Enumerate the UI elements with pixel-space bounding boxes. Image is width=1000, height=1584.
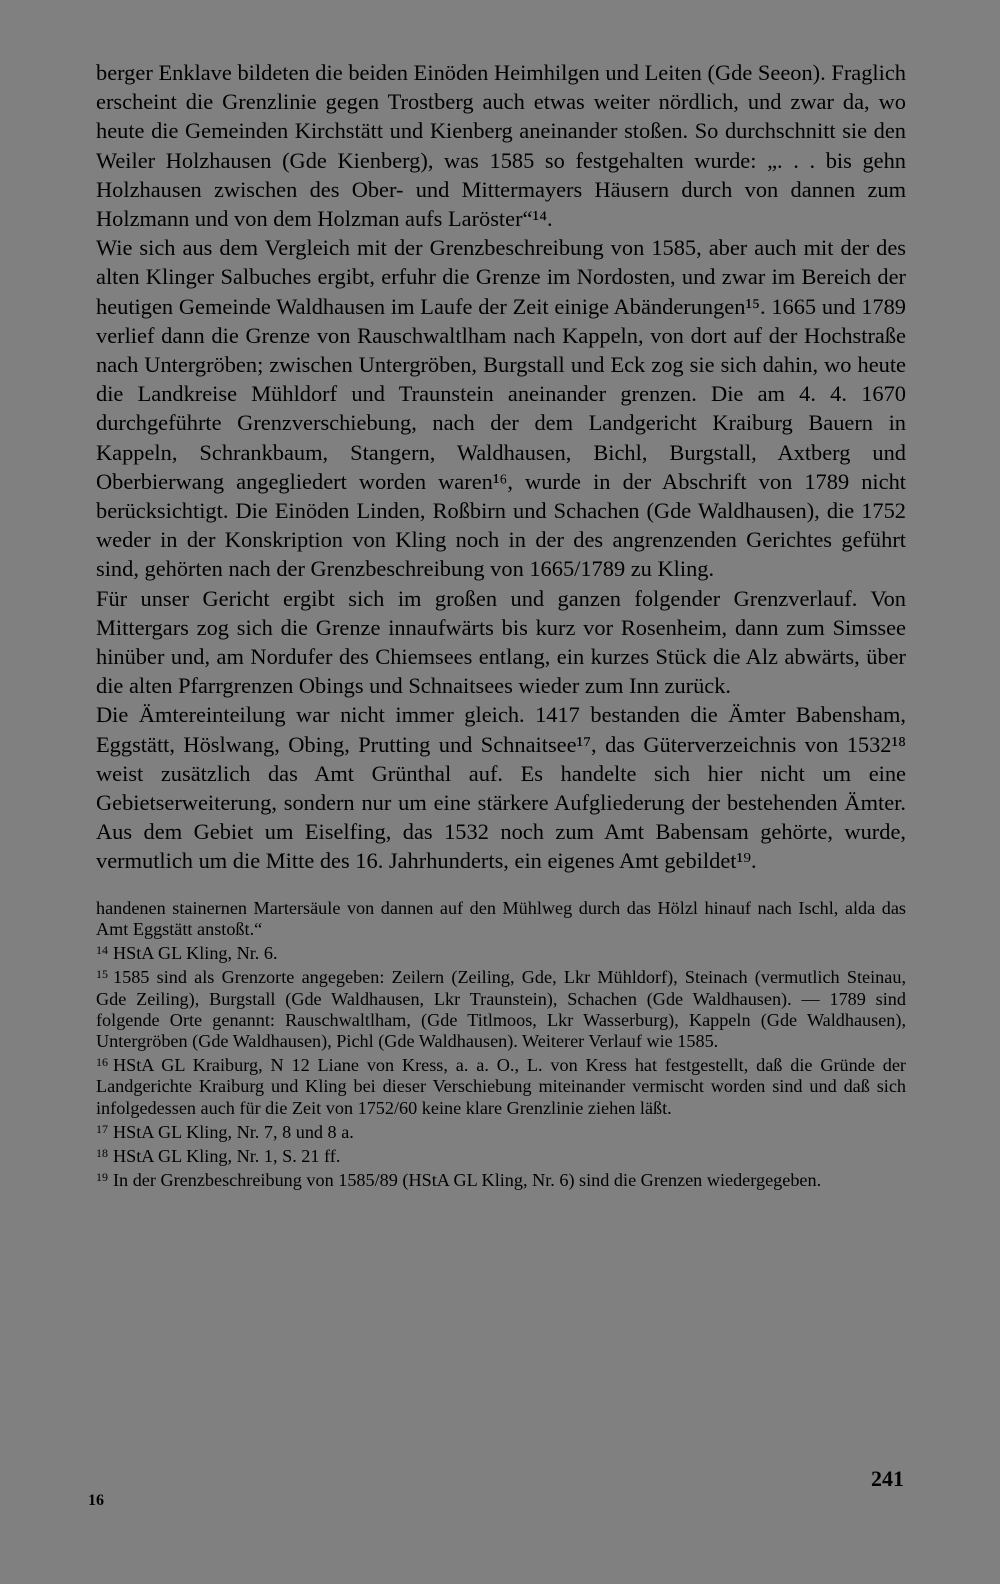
footnote [96, 940, 906, 964]
body-paragraph: Für unser Gericht ergibt sich im großen und ganzen folgender Grenzverlauf. Von Mittergars zog sich die Grenze innaufwärts bis kurz vor Rosenheim, dann zum Simssee hinüber und, am Nordufer des Chiemsees entlang, ein kurzes Stück die Alz abwärts, über die alten Pfarrgrenzen Obings und Schnaitsees wieder zum Inn zurück. [96, 585, 906, 699]
body-paragraph: berger Enklave bildeten die beiden Einöden Heimhilgen und Leiten (Gde Seeon). Fraglich erscheint die Grenzlinie gegen Trostberg auch etwas weiter nördlich, und zwar da, wo heute die Gemeinden Kirchstätt und Kienberg aneinander stoßen. So durchschnitt sie den Weiler Holzhausen (Gde Kienberg), was 1585 so festgehalten wurde: „. . . bis gehn Holzhausen zwischen des Ober- und Mittermayers Häusern durch von dannen zum Holzmann und von dem Holzman aufs Laröster“¹⁴. [96, 60, 906, 232]
footnote-number: 19 [96, 1170, 108, 1185]
footnote-continuation: handenen stainernen Martersäule von dannen auf den Mühlweg durch das Hölzl hinauf nach Ischl, alda das Amt Eggstätt anstoßt.“ [96, 897, 906, 939]
page-content [96, 58, 906, 1191]
footnote-number: 17 [96, 1121, 108, 1136]
footnote [96, 964, 906, 1052]
footnote-text: In der Grenzbeschreibung von 1585/89 (HStA GL Kling, Nr. 6) sind die Grenzen wiedergegeben. [113, 1170, 822, 1191]
footnote-text: HStA GL Kling, Nr. 1, S. 21 ff. [113, 1145, 341, 1166]
footnote-number: 14 [96, 943, 108, 958]
body-text [96, 58, 906, 876]
body-paragraph: Die Ämtereinteilung war nicht immer gleich. 1417 bestanden die Ämter Babensham, Eggstätt, Höslwang, Obing, Prutting und Schnaitsee¹⁷, das Güterverzeichnis von 1532¹⁸ weist zusätzlich das Amt Grünthal auf. Es handelte sich hier nicht um eine Gebietserweiterung, sondern nur um eine stärkere Aufgliederung der bestehenden Ämter. Aus dem Gebiet um Eiselfing, das 1532 noch zum Amt Babensam gehörte, wurde, vermutlich um die Mitte des 16. Jahrhunderts, ein eigenes Amt gebildet¹⁹. [96, 702, 906, 874]
footnote-text: 1585 sind als Grenzorte angegeben: Zeilern (Zeiling, Gde, Lkr Mühldorf), Steinach (vermutlich Steinau, Gde Zeiling), Burgstall (Gde Waldhausen, Lkr Traunstein), Schachen (Gde Waldhausen). — 1789 sind folgende Orte genannt: Rauschwaltlham, (Gde Titlmoos, Lkr Wasserburg), Kappeln (Gde Waldhausen), Untergröben (Gde Waldhausen), Pichl (Gde Waldhausen). Weiterer Verlauf wie 1585. [96, 967, 906, 1051]
footnote-number: 16 [96, 1055, 108, 1070]
footnote [96, 1167, 906, 1191]
footnote-text: HStA GL Kling, Nr. 7, 8 und 8 a. [113, 1121, 354, 1142]
footnote-text: HStA GL Kraiburg, N 12 Liane von Kress, a. a. O., L. von Kress hat festgestellt, daß die Gründe der Landgerichte Kraiburg und Kling bei dieser Verschiebung miteinander vermischt worden sind und daß sich infolgedessen auch für die Zeit von 1752/60 keine klare Grenzlinie ziehen läßt. [96, 1055, 906, 1118]
footnote [96, 1119, 906, 1143]
footnote [96, 1052, 906, 1119]
footnotes [96, 898, 906, 1192]
footnote-text: HStA GL Kling, Nr. 6. [113, 943, 278, 964]
footnote [96, 1143, 906, 1167]
signature-mark: 16 [88, 1492, 104, 1509]
page-number: 241 [871, 1466, 904, 1491]
footnote-number: 15 [96, 967, 108, 982]
footnote-number: 18 [96, 1145, 108, 1160]
body-paragraph: Wie sich aus dem Vergleich mit der Grenzbeschreibung von 1585, aber auch mit der des alten Klinger Salbuches ergibt, erfuhr die Grenze im Nordosten, und zwar im Bereich der heutigen Gemeinde Waldhausen im Laufe der Zeit einige Abänderungen¹⁵. 1665 und 1789 verlief dann die Grenze von Rauschwaltlham nach Kappeln, von dort auf der Hochstraße nach Untergröben; zwischen Untergröben, Burgstall und Eck zog sie sich dahin, wo heute die Landkreise Mühldorf und Traunstein aneinander grenzen. Die am 4. 4. 1670 durchgeführte Grenzverschiebung, nach der dem Landgericht Kraiburg Bauern in Kappeln, Schrankbaum, Stangern, Waldhausen, Bichl, Burgstall, Axtberg und Oberbierwang angegliedert worden waren¹⁶, wurde in der Abschrift von 1789 nicht berücksichtigt. Die Einöden Linden, Roßbirn und Schachen (Gde Waldhausen), die 1752 weder in der Konskription von Kling noch in der des angrenzenden Gerichtes geführt sind, gehörten nach der Grenzbeschreibung von 1665/1789 zu Kling. [96, 235, 906, 582]
